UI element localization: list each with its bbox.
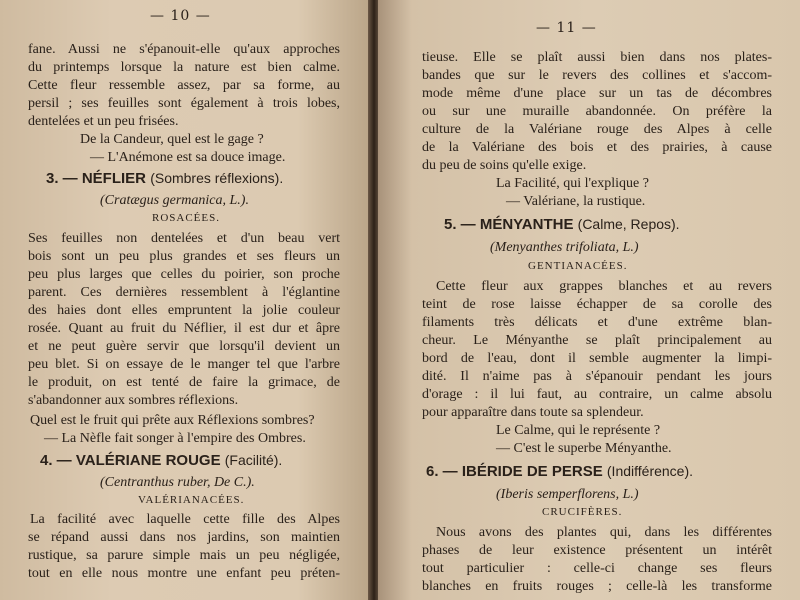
text-line: s'abandonner aux sombres réflexions.	[28, 393, 239, 408]
text-line: d'orage : il lui faut, au contraire, un calme absolu	[422, 387, 772, 402]
left-page	[0, 0, 372, 600]
text-line: culture de la Valériane rouge des Alpes à celle	[422, 122, 772, 137]
section-6-heading	[426, 463, 693, 480]
section-5-heading	[444, 216, 680, 233]
text-line: bord de l'eau, dont il semble augmenter la limpi-	[422, 351, 772, 366]
text-line: tout particulier : celle-ci change ses fleurs	[422, 561, 772, 576]
text-line: se répand aussi dans nos jardins, son maintien	[28, 530, 340, 545]
section-4-title: 4. — VALÉRIANE ROUGE	[40, 452, 221, 469]
text-line: du printemps lorsque la nature est bien calme.	[28, 60, 340, 75]
riddle-question: Le Calme, qui le représente ?	[496, 423, 661, 438]
text-line: du peu de soins qu'elle exige.	[422, 158, 587, 173]
text-line: dité. Il n'aime pas à s'épanouir pendant les jours	[422, 369, 772, 384]
section-5-title: 5. — MÉNYANTHE	[444, 216, 574, 233]
text-line: rosée. Quant au fruit du Néflier, il est dur et âpre	[28, 321, 340, 336]
text-line: La facilité avec laquelle cette fille des Alpes	[30, 512, 340, 527]
page-number-10: — 10 —	[150, 8, 211, 24]
section-6-family: CRUCIFÈRES.	[542, 506, 623, 518]
text-line: peu plus larges que celles du poirier, son proche	[28, 267, 340, 282]
text-line: tout en elle nous montre une enfant peu préten-	[28, 566, 340, 581]
text-line: Nous avons des plantes qui, dans les différentes	[436, 525, 772, 540]
section-3-family: ROSACÉES.	[152, 212, 220, 224]
text-line: cheur. Le Ményanthe se plaît principalement au	[422, 333, 772, 348]
section-6-latin: (Iberis semperflorens, L.)	[496, 487, 639, 502]
text-line: persil ; ses feuilles sont également à trois lobes,	[28, 96, 340, 111]
section-3-title: 3. — NÉFLIER	[46, 170, 147, 187]
text-line: de la Valériane des bois et des prairies, à cause	[422, 140, 772, 155]
right-page	[378, 0, 800, 600]
riddle-question: Quel est le fruit qui prête aux Réflexions sombres?	[30, 413, 315, 428]
section-5-latin: (Menyanthes trifoliata, L.)	[490, 240, 639, 255]
text-line: filaments très délicats et d'une extrême blan-	[422, 315, 772, 330]
text-line: tieuse. Elle se plaît aussi bien dans nos plates-	[422, 50, 772, 65]
text-line: ou sur une muraille abandonnée. On préfère la	[422, 104, 772, 119]
text-line: teint de rose laisse échapper de sa corolle des	[422, 297, 772, 312]
text-line: mode même d'une place sur un tas de décombres	[422, 86, 772, 101]
text-line: dentelées et un peu frisées.	[28, 114, 179, 129]
riddle-question: La Facilité, qui l'explique ?	[496, 176, 649, 191]
section-4-latin: (Centranthus ruber, De C.).	[100, 475, 255, 490]
text-line: bois sont un peu plus grandes et ses fleurs un	[28, 249, 340, 264]
text-line: parent. Ces dernières ressemblent à l'églantine	[28, 285, 340, 300]
text-line: phases de leur existence présentent un intérêt	[422, 543, 772, 558]
section-3-heading	[46, 170, 283, 187]
text-line: Cette fleur ressemble assez, par sa forme, au	[28, 78, 340, 93]
riddle-question: De la Candeur, quel est le gage ?	[80, 132, 264, 147]
text-line: pour apparaître dans toute sa splendeur.	[422, 405, 644, 420]
section-4-subtitle: (Facilité).	[224, 452, 283, 468]
text-line: Cette fleur aux grappes blanches et au revers	[436, 279, 772, 294]
section-4-family: VALÉRIANACÉES.	[138, 494, 245, 506]
page-number-11: — 11 —	[536, 20, 597, 36]
text-line: des haies dont elles empruntent la jolie couleur	[28, 303, 340, 318]
riddle-answer: — L'Anémone est sa douce image.	[90, 150, 286, 165]
text-line: rustique, sa parure simple mais un peu négligée,	[28, 548, 340, 563]
section-3-latin: (Cratægus germanica, L.).	[100, 193, 249, 208]
riddle-answer: — La Nèfle fait songer à l'empire des Ombres.	[44, 431, 306, 446]
section-3-subtitle: (Sombres réflexions).	[150, 170, 284, 186]
text-line: le produit, on est tenté de faire la grimace, de	[28, 375, 340, 390]
riddle-answer: — C'est le superbe Ményanthe.	[496, 441, 672, 456]
text-line: Ses feuilles non dentelées et d'un beau vert	[28, 231, 340, 246]
text-line: peu blet. Si on essaye de le manger tel que l'arbre	[28, 357, 340, 372]
section-5-family: GENTIANACÉES.	[528, 260, 628, 272]
section-6-subtitle: (Indifférence).	[606, 463, 694, 479]
section-5-subtitle: (Calme, Repos).	[577, 216, 680, 232]
section-4-heading	[40, 452, 282, 469]
section-6-title: 6. — IBÉRIDE DE PERSE	[426, 463, 603, 480]
text-line: et ne peut guère servir que lorsqu'il devient un	[28, 339, 340, 354]
text-line: fane. Aussi ne s'épanouit-elle qu'aux approches	[28, 42, 340, 57]
riddle-answer: — Valériane, la rustique.	[506, 194, 646, 209]
text-line: bandes que sur le revers des collines et s'accom-	[422, 68, 772, 83]
text-line: blanches en fruits rouges ; celle-là les transforme	[422, 579, 772, 594]
